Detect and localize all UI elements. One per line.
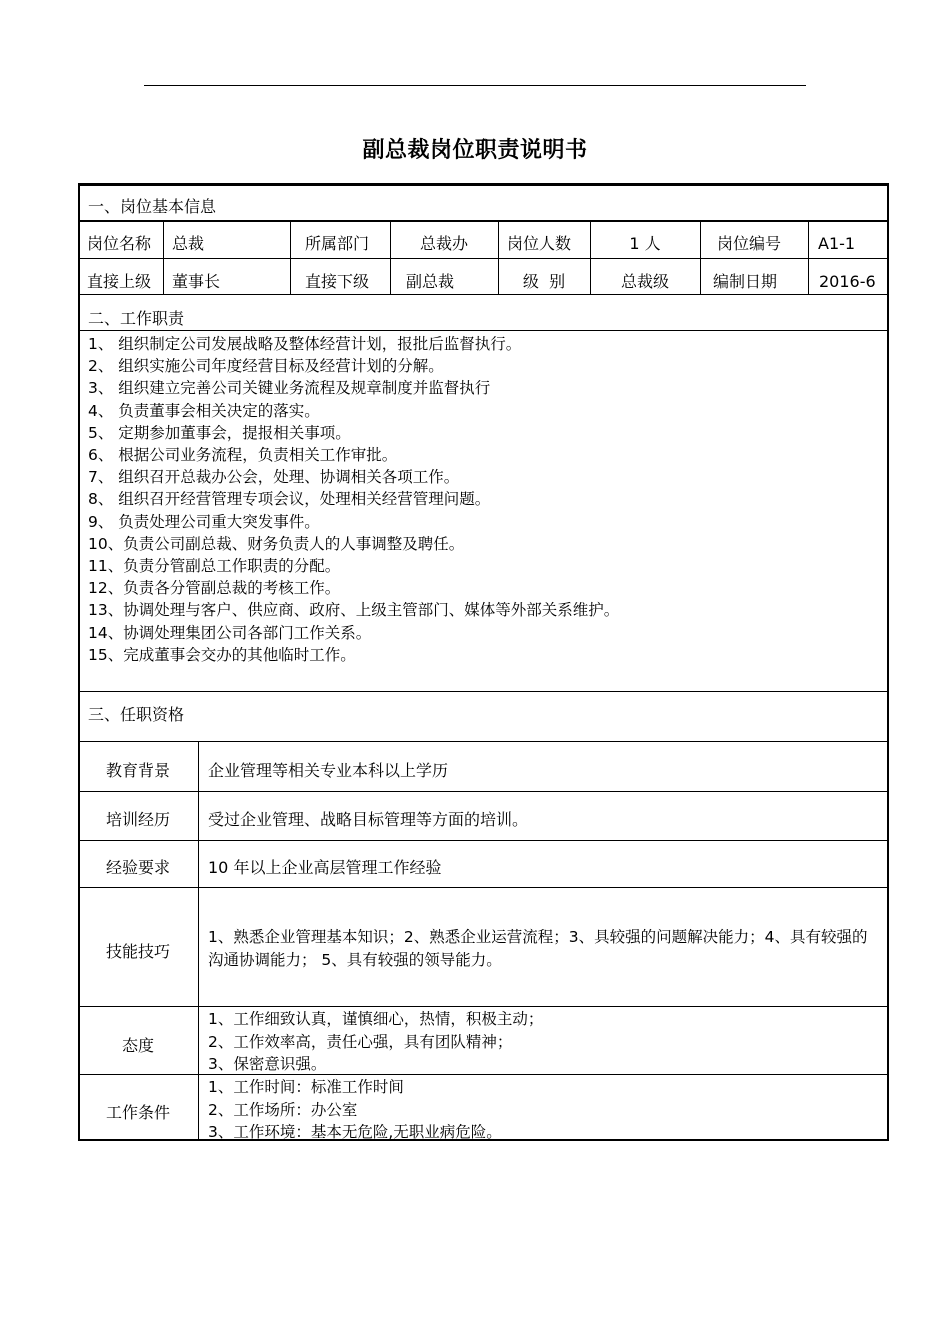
value-headcount: 1 人	[629, 234, 661, 253]
conditions-line: 3、工作环境：基本无危险,无职业病危险。	[208, 1123, 502, 1141]
attitude-line: 1、工作细致认真，谨慎细心，热情，积极主动；	[208, 1010, 544, 1028]
row-divider	[78, 741, 889, 742]
document-title: 副总裁岗位职责说明书	[362, 138, 588, 163]
list-item: 3、 组织建立完善公司关键业务流程及规章制度并监督执行	[88, 379, 491, 398]
list-item: 7、 组织召开总裁办公会，处理、协调相关各项工作。	[88, 468, 460, 487]
value-position-code: A1-1	[818, 234, 856, 253]
list-item: 11、负责分管副总工作职责的分配。	[88, 557, 341, 576]
value-attitude	[208, 1008, 543, 1076]
row-divider	[78, 840, 889, 841]
duties-list	[88, 333, 619, 666]
attitude-line: 2、工作效率高，责任心强，具有团队精神；	[208, 1032, 513, 1051]
skills-line: 沟通协调能力； 5、具有较强的领导能力。	[208, 950, 502, 969]
list-item: 8、 组织召开经营管理专项会议，处理相关经营管理问题。	[88, 490, 491, 509]
label-training: 培训经历	[105, 810, 170, 829]
label-direct-subordinate: 直接下级	[305, 272, 370, 291]
list-item: 12、负责各分管副总裁的考核工作。	[88, 579, 341, 598]
list-item: 4、 负责董事会相关决定的落实。	[88, 401, 320, 420]
value-direct-superior: 董事长	[172, 272, 221, 291]
label-headcount: 岗位人数	[507, 234, 572, 253]
label-direct-superior: 直接上级	[87, 272, 152, 291]
label-attitude: 态度	[121, 1036, 154, 1055]
value-department: 总裁办	[419, 234, 468, 253]
row-divider	[78, 294, 889, 295]
list-item: 15、完成董事会交办的其他临时工作。	[88, 645, 356, 664]
value-training: 受过企业管理、战略目标管理等方面的培训。	[208, 810, 529, 829]
list-item: 1、 组织制定公司发展战略及整体经营计划，报批后监督执行。	[88, 335, 522, 353]
label-prepared-date: 编制日期	[713, 272, 778, 291]
row-divider	[78, 220, 889, 222]
column-divider	[198, 741, 199, 1141]
value-direct-subordinate: 副总裁	[406, 272, 455, 291]
list-item: 5、 定期参加董事会，提报相关事项。	[88, 423, 351, 442]
value-skills	[208, 926, 867, 971]
row-divider	[78, 887, 889, 888]
list-item: 6、 根据公司业务流程，负责相关工作审批。	[88, 446, 398, 465]
section-heading-basic-info: 一、岗位基本信息	[88, 197, 217, 216]
value-education: 企业管理等相关专业本科以上学历	[208, 761, 449, 780]
label-skills: 技能技巧	[105, 942, 170, 961]
value-experience: 10 年以上企业高层管理工作经验	[208, 858, 442, 877]
section-heading-duties: 二、工作职责	[88, 309, 185, 328]
label-position-code: 岗位编号	[717, 234, 782, 253]
conditions-line: 1、工作时间：标准工作时间	[208, 1078, 404, 1096]
label-grade: 级 别	[522, 272, 566, 291]
column-divider	[163, 220, 164, 294]
label-education: 教育背景	[105, 761, 170, 780]
list-item: 13、协调处理与客户、供应商、政府、上级主管部门、媒体等外部关系维护。	[88, 601, 620, 620]
label-experience: 经验要求	[105, 858, 170, 877]
label-department: 所属部门	[305, 234, 370, 253]
label-position-name: 岗位名称	[87, 234, 152, 253]
header-rule	[144, 85, 806, 86]
row-divider	[78, 330, 889, 331]
row-divider	[78, 791, 889, 792]
list-item: 10、负责公司副总裁、财务负责人的人事调整及聘任。	[88, 534, 465, 553]
list-item: 2、 组织实施公司年度经营目标及经营计划的分解。	[88, 357, 444, 376]
section-heading-qualifications: 三、任职资格	[88, 705, 185, 724]
row-divider	[78, 691, 889, 692]
label-work-conditions: 工作条件	[105, 1103, 170, 1122]
list-item: 14、协调处理集团公司各部门工作关系。	[88, 623, 372, 642]
column-divider	[700, 220, 701, 294]
skills-line: 1、熟悉企业管理基本知识；2、熟悉企业运营流程；3、具较强的问题解决能力；4、具有较强的	[208, 928, 868, 946]
column-divider	[390, 220, 391, 294]
value-position-name: 总裁	[172, 234, 205, 253]
column-divider	[290, 220, 291, 294]
column-divider	[808, 220, 809, 294]
list-item: 9、 负责处理公司重大突发事件。	[88, 512, 320, 531]
row-divider	[78, 258, 889, 259]
value-prepared-date: 2016-6	[819, 272, 876, 291]
value-grade: 总裁级	[620, 272, 669, 291]
row-divider	[78, 1006, 889, 1007]
conditions-line: 2、工作场所：办公室	[208, 1100, 358, 1119]
attitude-line: 3、保密意识强。	[208, 1055, 327, 1073]
value-work-conditions	[208, 1076, 502, 1144]
